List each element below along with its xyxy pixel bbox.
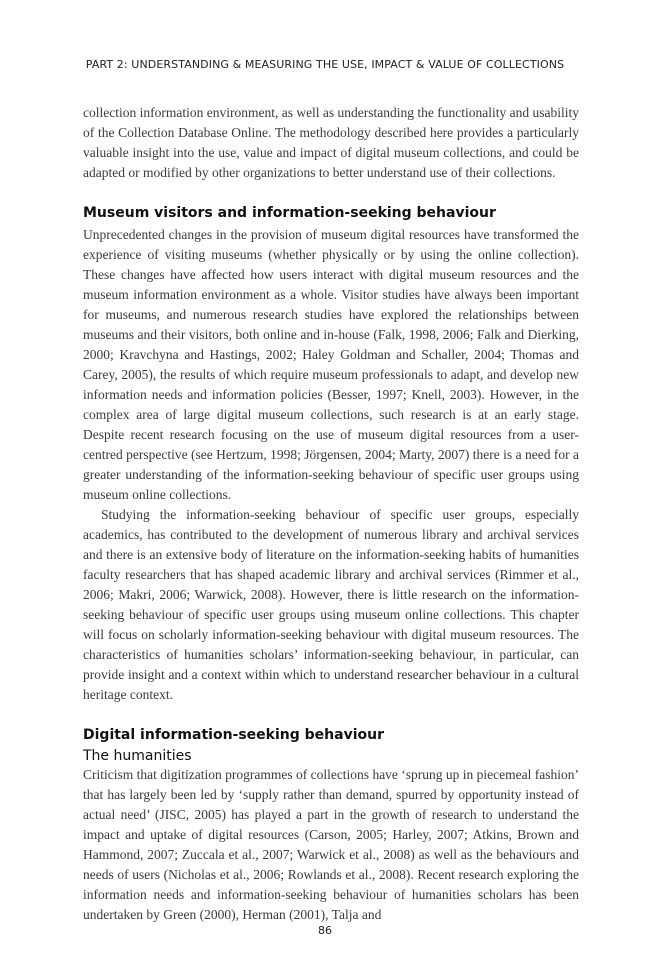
- page-body: [83, 103, 579, 925]
- section-heading-museum-visitors: Museum visitors and information-seeking behaviour: [83, 205, 496, 221]
- paragraph-humanities-1: Criticism that digitization programmes of collections have ‘sprung up in piecemeal fashion’ that has largely been led by ‘supply rather than demand, spurred by opportunity instead of actual need’ (JISC, 2005) has played a part in the growth of research to understand the impact and uptake of digital resources (Carson, 2005; Harley, 2007; Atkins, Brown and Hammond, 2007; Zuccala et al., 2007; Warwick et al., 2008) as well as the behaviours and needs of users (Nicholas et al., 2006; Rowlands et al., 2008). Recent research exploring the information needs and information-seeking behaviour of humanities scholars has been undertaken by Green (2000), Herman (2001), Talja and: [83, 767, 579, 922]
- section-heading-digital-info-seeking: Digital information-seeking behaviour: [83, 727, 384, 743]
- intro-paragraph: collection information environment, as well as understanding the functionality and usability of the Collection Database Online. The methodology described here provides a particularly valuable insight into the use, value and impact of digital museum collections, and could be adapted or modified by other organizations to better understand use of their collections.: [83, 105, 580, 180]
- paragraph-museum-visitors-2: Studying the information-seeking behaviour of specific user groups, especially academics, has contributed to the development of numerous library and archival services and there is an extensive body of literature on the information-seeking habits of humanities faculty researchers that has shaped academic library and archival services (Rimmer et al., 2006; Makri, 2006; Warwick, 2008). However, there is little research on the information-seeking behaviour of specific user groups using museum online collections. This chapter will focus on scholarly information-seeking behaviour with digital museum resources. The characteristics of humanities scholars’ information-seeking behaviour, in particular, can provide insight and a context within which to understand researcher behaviour in a cultural heritage context.: [83, 507, 579, 702]
- running-head: PART 2: UNDERSTANDING & MEASURING THE USE, IMPACT & VALUE OF COLLECTIONS: [85, 58, 565, 71]
- subheading-humanities: The humanities: [83, 748, 192, 764]
- page-number: 86: [318, 924, 332, 937]
- paragraph-museum-visitors-1: Unprecedented changes in the provision of museum digital resources have transformed the experience of visiting museums (whether physically or by using the online collection). These changes have affected how users interact with digital museum resources and the museum information environment as a whole. Visitor studies have always been important for museums, and numerous research studies have explored the relationships between museums and their visitors, both online and in-house (Falk, 1998, 2006; Falk and Dierking, 2000; Kravchyna and Hastings, 2002; Haley Goldman and Schaller, 2004; Thomas and Carey, 2005), the results of which require museum professionals to adapt, and develop new information needs and information policies (Besser, 1997; Knell, 2003). However, in the complex area of large digital museum collections, such research is at an early stage. Despite recent research focusing on the use of museum digital resources from a user-centred perspective (see Hertzum, 1998; Jörgensen, 2004; Marty, 2007) there is a need for a greater understanding of the information-seeking behaviour of specific user groups using museum online collections.: [83, 227, 579, 502]
